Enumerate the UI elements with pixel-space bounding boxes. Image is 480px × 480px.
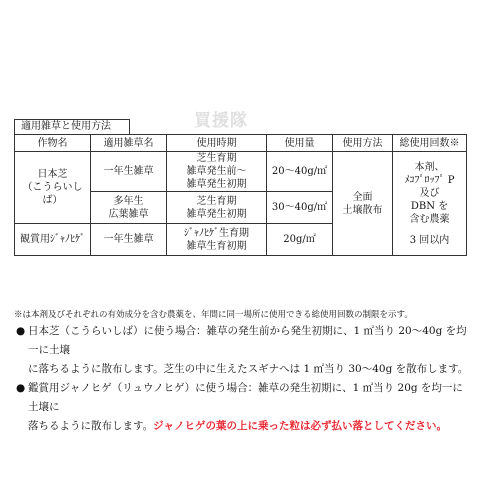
method-soil: 全面 土壌散布 [333, 152, 393, 256]
usage-notes [14, 322, 470, 436]
header-crop: 作物名 [15, 135, 91, 152]
amount-20: 20g/㎡ [267, 224, 333, 256]
weed-perennial-broadleaf: 多年生 広葉雑草 [91, 192, 167, 224]
timing-turf-pre: 芝生育期 雑草発生前～ 雑草発生初期 [167, 152, 267, 192]
header-weed: 適用雑草名 [91, 135, 167, 152]
note-japanese-turf-cont: に落ちるように散布します。芝生の中に生えたスギナへは 1 ㎡当り 30～40g を散布します。 [28, 363, 469, 375]
header-amount: 使用量 [267, 135, 333, 152]
table-header-row [15, 135, 467, 152]
crop-japanese-turf: 日本芝 （こうらいしば） [15, 152, 91, 224]
timing-turf-early: 芝生育期 雑草発生初期 [167, 192, 267, 224]
bullet-icon: ● [16, 325, 26, 337]
footnote: ※は本剤及びそれぞれの有効成分を含む農薬を、年間に同一場所に使用できる総使用回数の制限を示す。 [14, 310, 413, 320]
section-title: 適用雑草と使用方法 [14, 119, 130, 134]
table-row [15, 152, 467, 192]
header-total: 総使用回数※ [393, 135, 467, 152]
crop-ornamental-janohige: 観賞用ｼﾞｬﾉﾋｹﾞ [15, 224, 91, 256]
timing-janohige: ｼﾞｬﾉﾋｹﾞ生育期 雑草生育初期 [167, 224, 267, 256]
total-uses: 本剤、 ﾒｺﾌﾟﾛｯﾌﾟ P 及び DBN を 含む農薬 3 回以内 [393, 152, 467, 256]
note-janohige-cont: 落ちるように散布します。ジャノヒゲの葉の上に乗った粒は必ず払い落としてください。 [28, 420, 447, 432]
header-timing: 使用時期 [167, 135, 267, 152]
note-japanese-turf: ● 日本芝（こうらいしば）に使う場合：雑草の発生前から発生初期に、1 ㎡当り 20～40g を均一に土壌 [14, 322, 470, 360]
header-method: 使用方法 [333, 135, 393, 152]
watermark-logo: 買援隊 [194, 111, 248, 131]
usage-table [14, 134, 467, 256]
weed-annual: 一年生雑草 [91, 152, 167, 192]
warning-text: ジャノヒゲの葉の上に乗った粒は必ず払い落としてください。 [153, 420, 447, 432]
weed-annual-2: 一年生雑草 [91, 224, 167, 256]
amount-20-40: 20～40g/㎡ [267, 152, 333, 192]
amount-30-40: 30～40g/㎡ [267, 192, 333, 224]
note-janohige: ● 鑑賞用ジャノヒゲ（リュウノヒゲ）に使う場合：雑草の発生初期に、1 ㎡当り 20g を均一に土壌に [14, 379, 470, 417]
bullet-icon: ● [16, 382, 26, 394]
